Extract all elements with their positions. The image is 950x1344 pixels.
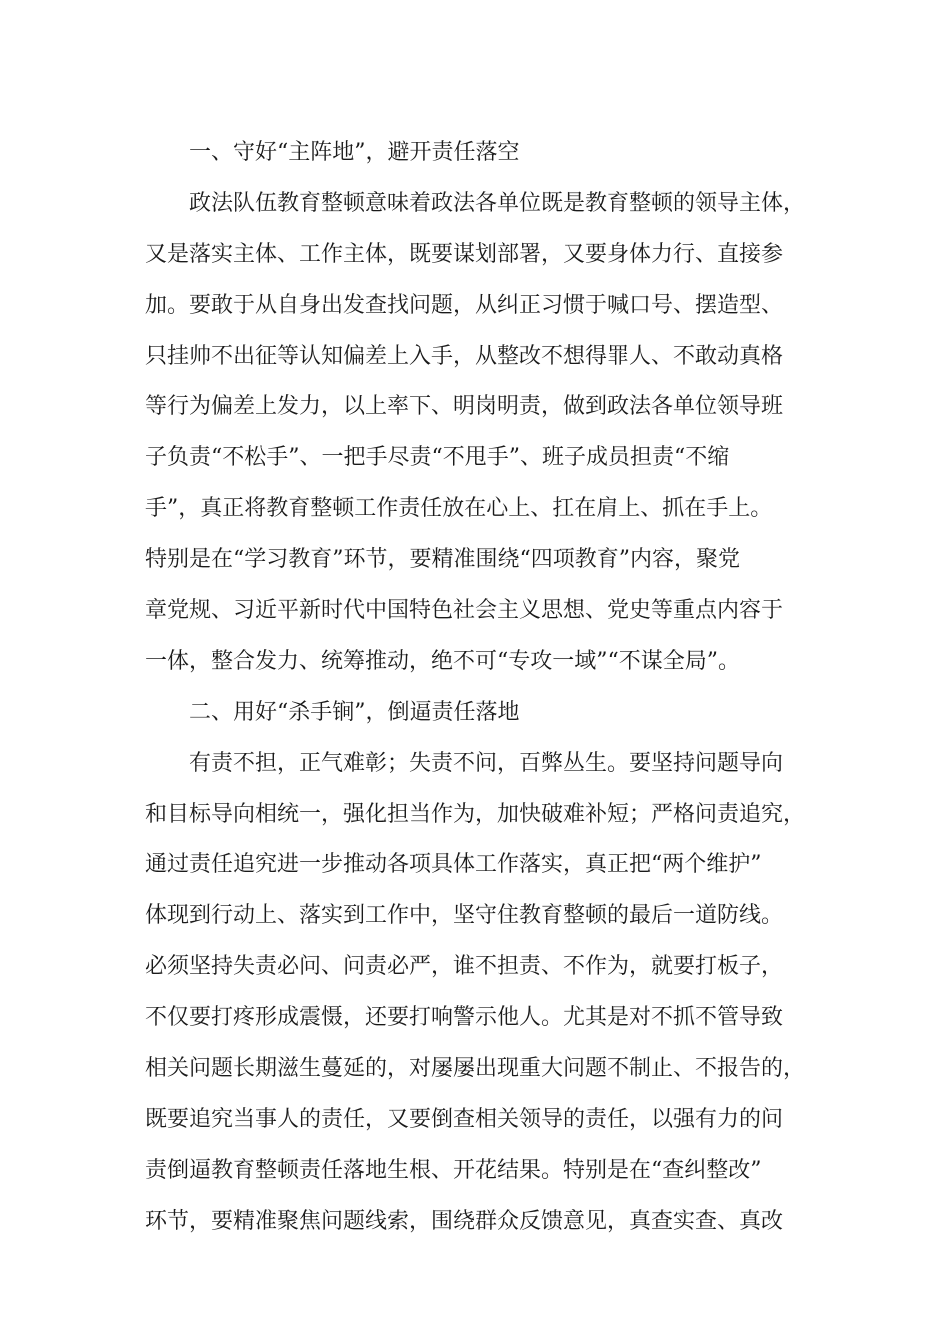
paragraph-line: 相关问题长期滋生蔓延的，对屡屡出现重大问题不制止、不报告的，: [145, 1056, 806, 1082]
paragraph-line: 政法队伍教育整顿意味着政法各单位既是教育整顿的领导主体，: [189, 190, 806, 216]
paragraph-line: 体现到行动上、落实到工作中，坚守住教育整顿的最后一道防线。: [145, 903, 784, 929]
paragraph-line: 一体，整合发力、统筹推动，绝不可“专攻一域”“不谋全局”。: [145, 648, 740, 674]
paragraph-line: 特别是在“学习教育”环节，要精准围绕“四项教育”内容，聚党: [145, 547, 740, 573]
paragraph-line: 不仅要打疼形成震慑，还要打响警示他人。尤其是对不抓不管导致: [145, 1005, 784, 1031]
paragraph-line: 必须坚持失责必问、问责必严，谁不担责、不作为，就要打板子，: [145, 954, 784, 980]
document-body: [145, 128, 817, 1248]
paragraph-line: 和目标导向相统一，强化担当作为，加快破难补短；严格问责追究，: [145, 801, 806, 827]
section-heading-1: 一、守好“主阵地”，避开责任落空: [189, 140, 520, 165]
paragraph-line: 加。要敢于从自身出发查找问题，从纠正习惯于喊口号、摆造型、: [145, 292, 784, 318]
paragraph-line: 既要追究当事人的责任，又要倒查相关领导的责任，以强有力的问: [145, 1106, 784, 1132]
paragraph-line: 有责不担，正气难彰；失责不问，百弊丛生。要坚持问题导向: [189, 750, 784, 776]
paragraph-line: 责倒逼教育整顿责任落地生根、开花结果。特别是在“查纠整改”: [145, 1157, 762, 1183]
section-heading-2: 二、用好“杀手锏”，倒逼责任落地: [189, 699, 520, 725]
paragraph-line: 通过责任追究进一步推动各项具体工作落实，真正把“两个维护”: [145, 852, 762, 878]
paragraph-line: 章党规、习近平新时代中国特色社会主义思想、党史等重点内容于: [145, 598, 784, 624]
paragraph-line: 环节，要精准聚焦问题线索，围绕群众反馈意见，真查实查、真改: [145, 1208, 784, 1234]
paragraph-line: 等行为偏差上发力，以上率下、明岗明责，做到政法各单位领导班: [145, 394, 784, 420]
paragraph-line: 又是落实主体、工作主体，既要谋划部署，又要身体力行、直接参: [145, 241, 784, 267]
paragraph-line: 只挂帅不出征等认知偏差上入手，从整改不想得罪人、不敢动真格: [145, 343, 784, 369]
paragraph-line: 手”，真正将教育整顿工作责任放在心上、扛在肩上、抓在手上。: [145, 496, 773, 522]
paragraph-line: 子负责“不松手”、一把手尽责“不甩手”、班子成员担责“不缩: [145, 445, 730, 471]
